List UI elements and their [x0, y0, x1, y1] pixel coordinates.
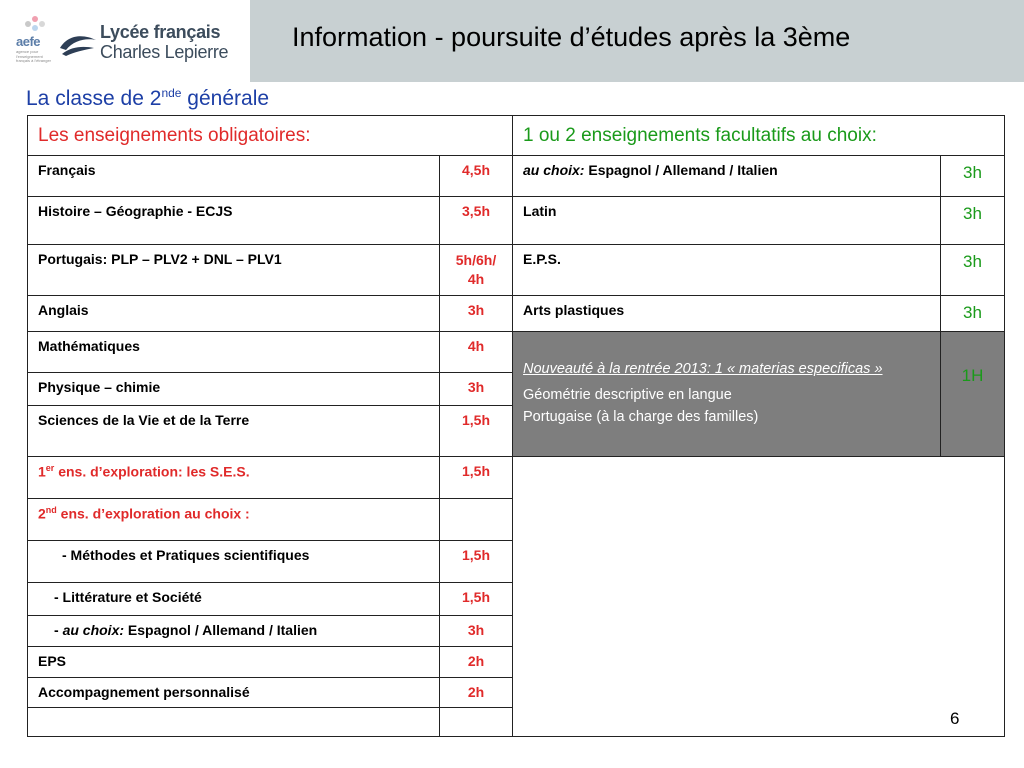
- hours-cell: 3h: [440, 296, 513, 332]
- table-row: [28, 296, 1005, 332]
- table-row: [28, 457, 1005, 499]
- logo-text-line2: Charles Lepierre: [100, 42, 229, 62]
- subject-cell: 1er ens. d’exploration: les S.E.S.: [28, 457, 440, 499]
- aefe-tagline: agence pour l'enseignement français à l'étranger: [16, 49, 52, 63]
- optional-subject-cell: E.P.S.: [513, 245, 941, 296]
- new-offer-line1: Géométrie descriptive en langue: [523, 387, 732, 403]
- subject-cell: - Littérature et Société: [28, 583, 440, 616]
- header-optional: 1 ou 2 enseignements facultatifs au choix:: [513, 116, 1005, 156]
- aefe-logo: [14, 14, 54, 70]
- hours-cell: 3,5h: [440, 197, 513, 245]
- empty-cell: [440, 708, 513, 737]
- subject-cell: Mathématiques: [28, 332, 440, 373]
- optional-subject-cell: au choix: Espagnol / Allemand / Italien: [513, 156, 941, 197]
- optional-hours-cell: 3h: [941, 296, 1005, 332]
- table-row: [28, 197, 1005, 245]
- optional-hours-cell: 3h: [941, 245, 1005, 296]
- logo-text-line1: Lycée français: [100, 22, 221, 42]
- new-offer-link[interactable]: Nouveauté à la rentrée 2013: 1 « materias especificas »: [523, 361, 883, 377]
- new-offer-cell: [513, 332, 941, 457]
- optional-subject-cell: Arts plastiques: [513, 296, 941, 332]
- subject-cell: Anglais: [28, 296, 440, 332]
- subject-cell: Physique – chimie: [28, 373, 440, 406]
- table-row: [28, 245, 1005, 296]
- subtitle-rest: générale: [181, 87, 270, 110]
- section-subtitle: [26, 86, 269, 111]
- hours-cell: 4,5h: [440, 156, 513, 197]
- subject-cell: EPS: [28, 647, 440, 678]
- optional-subject-cell: Latin: [513, 197, 941, 245]
- empty-area: [513, 457, 1005, 737]
- courses-table: [27, 115, 1005, 737]
- hours-cell: 4h: [440, 332, 513, 373]
- empty-cell: [28, 708, 440, 737]
- new-offer-hours: 1H: [941, 332, 1005, 457]
- page-number: 6: [950, 709, 960, 728]
- subject-cell: Accompagnement personnalisé: [28, 678, 440, 708]
- subject-cell: - au choix: Espagnol / Allemand / Italien: [28, 616, 440, 647]
- subject-cell: 2nd ens. d’exploration au choix :: [28, 499, 440, 541]
- optional-hours-cell: 3h: [941, 156, 1005, 197]
- optional-hours-cell: 3h: [941, 197, 1005, 245]
- hours-cell: [440, 499, 513, 541]
- hours-cell: 1,5h: [440, 541, 513, 583]
- hours-cell: 1,5h: [440, 406, 513, 457]
- hours-cell: 3h: [440, 616, 513, 647]
- subtitle-sup: nde: [161, 86, 182, 100]
- new-offer-line2: Portugaise (à la charge des familles): [523, 409, 759, 425]
- subject-cell: Histoire – Géographie - ECJS: [28, 197, 440, 245]
- hours-cell: 5h/6h/ 4h: [440, 245, 513, 296]
- table-row: [28, 332, 1005, 373]
- logo-area: [0, 0, 250, 82]
- header-mandatory: Les enseignements obligatoires:: [28, 116, 513, 156]
- hours-cell: 3h: [440, 373, 513, 406]
- lycee-swoosh-icon: [58, 28, 98, 58]
- subtitle-text: La classe de 2: [26, 87, 162, 110]
- table-header-row: [28, 116, 1005, 156]
- slide-title: Information - poursuite d’études après la 3ème: [292, 22, 851, 52]
- subject-cell: Portugais: PLP – PLV2 + DNL – PLV1: [28, 245, 440, 296]
- subject-cell: Sciences de la Vie et de la Terre: [28, 406, 440, 457]
- aefe-dots-icon: [22, 14, 48, 34]
- hours-cell: 2h: [440, 678, 513, 708]
- subject-cell: - Méthodes et Pratiques scientifiques: [28, 541, 440, 583]
- hours-cell: 1,5h: [440, 457, 513, 499]
- hours-cell: 1,5h: [440, 583, 513, 616]
- subject-cell: Français: [28, 156, 440, 197]
- hours-cell: 2h: [440, 647, 513, 678]
- aefe-wordmark: aefe: [16, 34, 41, 49]
- table-row: [28, 156, 1005, 197]
